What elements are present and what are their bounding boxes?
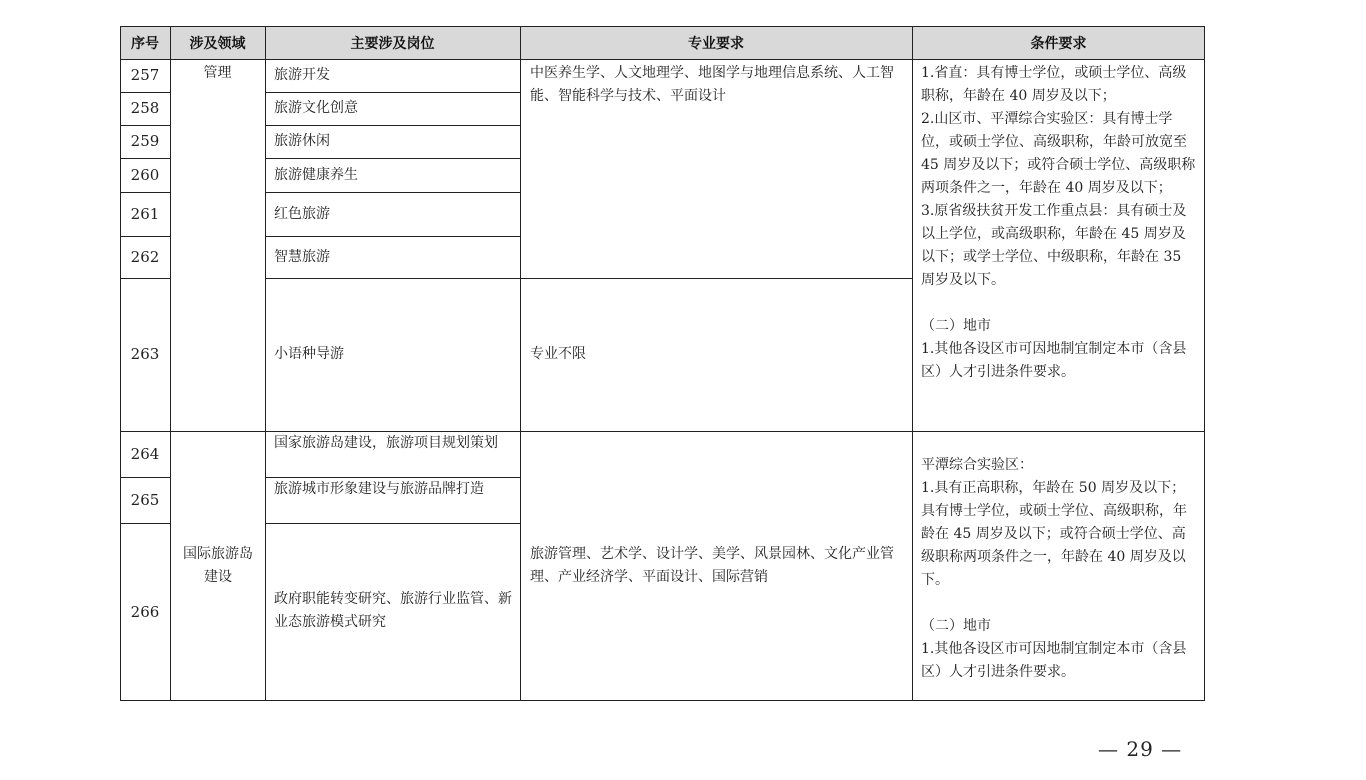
row-divider bbox=[265, 477, 520, 478]
row-divider bbox=[120, 236, 170, 237]
header-divider bbox=[120, 59, 1205, 60]
row-divider bbox=[265, 278, 912, 279]
major-cell: 旅游管理、艺术学、设计学、美学、风景园林、文化产业管理、产业经济学、平面设计、国际营销 bbox=[530, 546, 894, 585]
talent-requirements-table bbox=[120, 26, 1205, 701]
row-divider bbox=[120, 158, 170, 159]
header-index: 序号 bbox=[131, 35, 159, 52]
field-cell: 管理 bbox=[203, 65, 232, 81]
row-number: 259 bbox=[130, 132, 160, 150]
row-number: 266 bbox=[130, 602, 160, 621]
page-number: — 29 — bbox=[1098, 737, 1183, 761]
table-border-left bbox=[120, 26, 121, 701]
header-major: 专业要求 bbox=[688, 35, 744, 52]
row-number: 265 bbox=[130, 490, 160, 509]
row-divider bbox=[265, 192, 520, 193]
position-cell: 政府职能转变研究、旅游行业监管、新业态旅游模式研究 bbox=[274, 591, 512, 630]
row-number: 264 bbox=[130, 444, 160, 463]
position-cell: 国家旅游岛建设，旅游项目规划策划 bbox=[274, 435, 498, 451]
header-conditions: 条件要求 bbox=[1030, 35, 1087, 52]
column-divider bbox=[912, 26, 913, 701]
table-border-right bbox=[1204, 26, 1205, 701]
position-cell: 旅游休闲 bbox=[274, 133, 330, 149]
row-number: 258 bbox=[130, 99, 160, 117]
position-cell: 红色旅游 bbox=[274, 205, 330, 222]
header-field: 涉及领域 bbox=[189, 35, 246, 52]
row-divider bbox=[120, 431, 1205, 432]
column-divider bbox=[520, 26, 521, 701]
field-cell: 国际旅游岛建设 bbox=[183, 546, 253, 585]
row-divider bbox=[120, 278, 170, 279]
position-cell: 旅游城市形象建设与旅游品牌打造 bbox=[274, 481, 484, 497]
position-cell: 智慧旅游 bbox=[274, 248, 330, 265]
position-cell: 小语种导游 bbox=[274, 346, 344, 362]
major-cell: 专业不限 bbox=[530, 346, 586, 362]
column-divider bbox=[170, 26, 171, 701]
row-divider bbox=[120, 92, 170, 93]
row-number: 257 bbox=[130, 66, 160, 84]
row-number: 263 bbox=[130, 345, 160, 363]
position-cell: 旅游文化创意 bbox=[274, 100, 358, 116]
row-divider bbox=[265, 236, 520, 237]
row-divider bbox=[265, 158, 520, 159]
row-number: 260 bbox=[130, 165, 160, 184]
row-divider bbox=[265, 125, 520, 126]
row-divider bbox=[120, 192, 170, 193]
position-cell: 旅游健康养生 bbox=[274, 166, 358, 183]
major-cell: 中医养生学、人文地理学、地图学与地理信息系统、人工智能、智能科学与技术、平面设计 bbox=[530, 65, 894, 104]
row-divider bbox=[120, 523, 170, 524]
header-position: 主要涉及岗位 bbox=[350, 35, 435, 52]
row-divider bbox=[120, 477, 170, 478]
column-divider bbox=[265, 26, 266, 701]
conditions-cell: 1.省直：具有博士学位，或硕士学位、高级职称，年龄在 40 周岁及以下； 2.山区市、平潭综合实验区：具有博士学位，或硕士学位、高级职称，年龄可放宽至 45 周岁及以下；或符合硕士学位、高级职称两项条件之一，年龄在 40 周岁及以下； 3.原省级扶贫开发工作重点县：具有硕士及以上学位，或高级职称，年龄在 45 周岁及以下；或学士学位、中级职称，年龄在 35 周岁及以下。 （二）地市 1.其他各设区市可因地制宜制定本市（含县区）人才引进条件要求。 bbox=[921, 65, 1196, 380]
row-number: 262 bbox=[130, 247, 160, 266]
row-divider bbox=[120, 125, 170, 126]
table-border-bottom bbox=[120, 700, 1205, 701]
row-number: 261 bbox=[130, 204, 160, 223]
table-border-top bbox=[120, 26, 1205, 27]
row-divider bbox=[265, 92, 520, 93]
position-cell: 旅游开发 bbox=[274, 67, 330, 83]
conditions-cell: 平潭综合实验区： 1.具有正高职称，年龄在 50 周岁及以下；具有博士学位，或硕士学位、高级职称，年龄在 45 周岁及以下；或符合硕士学位、高级职称两项条件之一，年龄在 40 周岁及以下。 （二）地市 1.其他各设区市可因地制宜制定本市（含县区）人才引进条件要求。 bbox=[921, 457, 1187, 680]
row-divider bbox=[265, 523, 520, 524]
